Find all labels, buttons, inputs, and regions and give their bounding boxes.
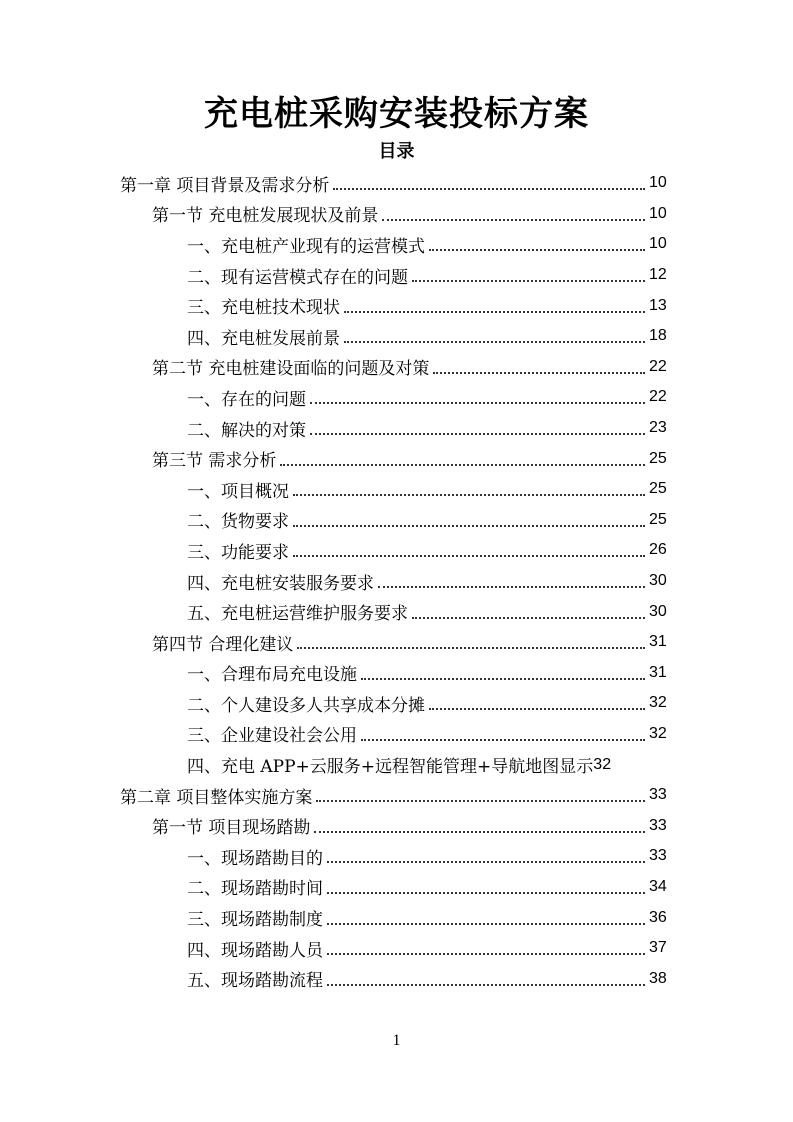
toc-entry-label: 二、现有运营模式存在的问题 [187,267,408,288]
toc-entry-page: 10 [649,174,667,192]
toc-entry-label: 四、充电桩安装服务要求 [187,573,374,594]
toc-entry[interactable] [0,902,793,933]
toc-entry-page: 33 [649,847,667,865]
toc-leader-dots [310,402,645,404]
table-of-contents [0,168,793,994]
page-number: 1 [392,1032,401,1049]
toc-entry-label: 第二章 项目整体实施方案 [120,787,313,808]
toc-leader-dots [412,280,645,282]
toc-leader-dots [327,984,645,986]
toc-entry-label: 四、充电桩发展前景 [187,328,340,349]
toc-leader-dots [280,464,645,466]
toc-leader-dots [378,586,645,588]
toc-leader-dots [433,372,645,374]
toc-entry[interactable] [0,963,793,994]
toc-entry-label: 四、充电 APP+云服务+远程智能管理+导航地图显示 [187,757,594,778]
toc-leader-dots [327,892,645,894]
toc-entry-label: 三、充电桩技术现状 [187,298,340,319]
toc-leader-dots [361,678,645,680]
toc-entry[interactable] [0,290,793,321]
toc-entry[interactable] [0,474,793,505]
toc-entry[interactable] [0,688,793,719]
toc-entry-page: 36 [649,908,667,926]
toc-leader-dots [429,708,645,710]
toc-entry-page: 22 [649,388,667,406]
toc-entry[interactable] [0,382,793,413]
toc-entry-label: 第二节 充电桩建设面临的问题及对策 [152,359,430,380]
toc-entry-label: 第四节 合理化建议 [152,634,294,655]
toc-entry-label: 一、存在的问题 [187,389,306,410]
toc-leader-dots [382,219,645,221]
toc-entry-page: 18 [649,327,667,345]
toc-entry[interactable] [0,719,793,750]
toc-entry-label: 第一节 项目现场踏勘 [152,818,311,839]
toc-entry[interactable] [0,413,793,444]
toc-entry-page: 26 [649,541,667,559]
toc-entry-page: 38 [649,969,667,987]
toc-entry-page: 33 [649,786,667,804]
toc-entry-label: 三、现场踏勘制度 [187,910,323,931]
toc-leader-dots [297,647,645,649]
toc-leader-dots [327,953,645,955]
toc-entry-page: 25 [649,480,667,498]
toc-entry-page: 30 [649,602,667,620]
toc-entry[interactable] [0,627,793,658]
toc-entry[interactable] [0,841,793,872]
toc-entry-label: 一、充电桩产业现有的运营模式 [187,236,425,257]
toc-entry-page: 32 [649,724,667,742]
toc-entry[interactable] [0,780,793,811]
toc-entry[interactable] [0,168,793,199]
toc-entry-label: 第一节 充电桩发展现状及前景 [152,206,379,227]
toc-entry[interactable] [0,260,793,291]
toc-leader-dots [429,249,645,251]
toc-entry[interactable] [0,810,793,841]
toc-entry-page: 30 [649,572,667,590]
toc-leader-dots [344,311,645,313]
toc-leader-dots [314,831,645,833]
toc-entry-label: 第三节 需求分析 [152,451,277,472]
toc-entry-label: 第一章 项目背景及需求分析 [120,175,330,196]
toc-entry-page: 32 [649,694,667,712]
toc-leader-dots [344,341,645,343]
toc-entry-label: 三、企业建设社会公用 [187,726,357,747]
toc-entry-page: 37 [649,939,667,957]
toc-leader-dots [293,555,645,557]
toc-entry[interactable] [0,933,793,964]
toc-entry-page: 25 [649,449,667,467]
toc-entry-label: 一、现场踏勘目的 [187,848,323,869]
toc-entry-label: 五、充电桩运营维护服务要求 [187,604,408,625]
toc-entry-label: 一、合理布局充电设施 [187,665,357,686]
toc-entry[interactable] [0,505,793,536]
toc-entry-page: 31 [649,633,667,651]
document-title: 充电桩采购安装投标方案 [204,94,589,134]
toc-entry-label: 二、解决的对策 [187,420,306,441]
toc-entry[interactable] [0,443,793,474]
toc-entry-page: 10 [649,235,667,253]
toc-entry-page: 22 [649,357,667,375]
toc-entry-page: 10 [649,204,667,222]
toc-leader-dots [310,433,645,435]
toc-leader-dots [327,861,645,863]
toc-entry[interactable] [0,199,793,230]
toc-leader-dots [316,800,645,802]
toc-entry-page: 34 [649,877,667,895]
toc-entry-page: 32 [593,755,612,773]
toc-entry-label: 三、功能要求 [187,542,289,563]
toc-entry-label: 四、现场踏勘人员 [187,940,323,961]
toc-entry-page: 12 [649,266,667,284]
toc-entry[interactable] [0,658,793,689]
toc-entry-label: 五、现场踏勘流程 [187,971,323,992]
toc-entry-page: 33 [649,816,667,834]
toc-entry-label: 一、项目概况 [187,481,289,502]
toc-entry-page: 31 [649,663,667,681]
toc-leader-dots [412,617,645,619]
toc-entry-label: 二、个人建设多人共享成本分摊 [187,695,425,716]
toc-entry-page: 23 [649,419,667,437]
toc-leader-dots [293,494,645,496]
toc-entry-page: 13 [649,296,667,314]
toc-leader-dots [333,188,645,190]
toc-entry-page: 25 [649,510,667,528]
toc-entry-label: 二、现场踏勘时间 [187,879,323,900]
toc-entry[interactable] [0,535,793,566]
toc-entry-label: 二、货物要求 [187,512,289,533]
toc-entry[interactable] [0,596,793,627]
toc-entry[interactable] [0,352,793,383]
toc-heading: 目录 [378,141,415,162]
toc-leader-dots [293,525,645,527]
toc-entry[interactable] [0,229,793,260]
toc-leader-dots [361,739,645,741]
toc-entry[interactable] [0,321,793,352]
toc-entry[interactable] [0,749,793,780]
toc-entry[interactable] [0,872,793,903]
toc-entry[interactable] [0,566,793,597]
toc-leader-dots [327,923,645,925]
